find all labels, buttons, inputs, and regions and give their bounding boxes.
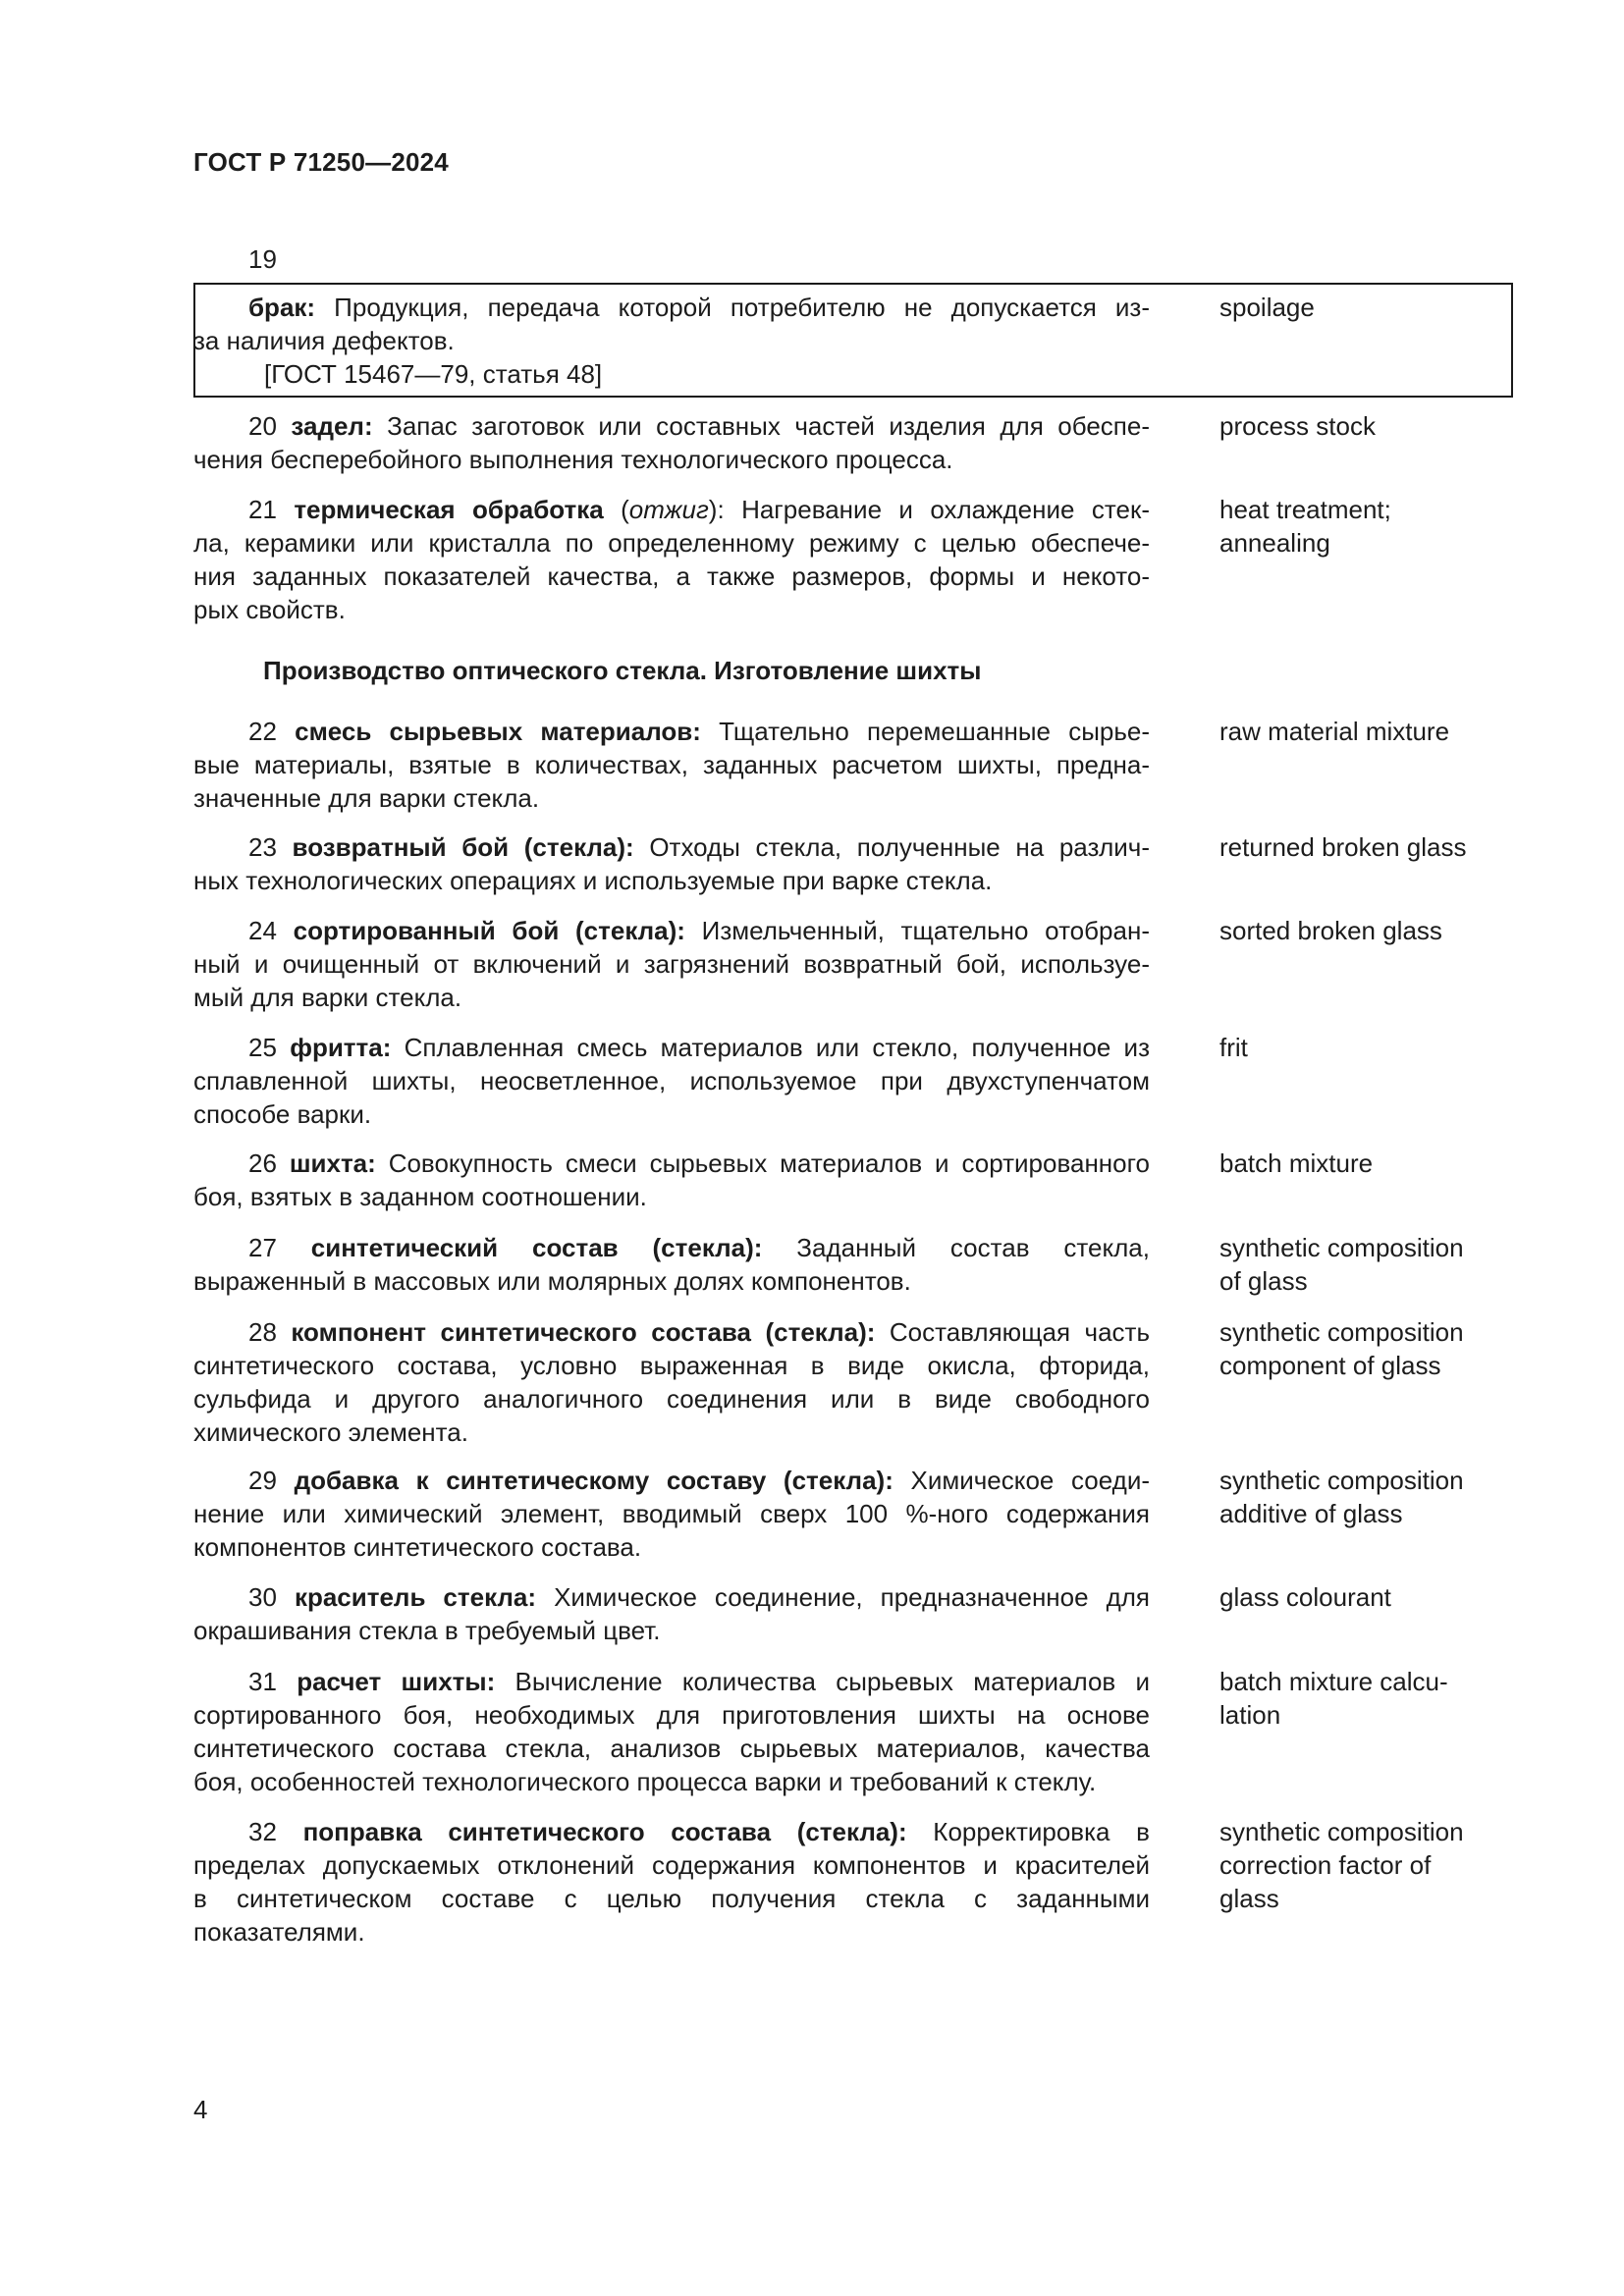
term-entry: 21 термическая обработка (отжиг): Нагревание и охлаждение стек- ла, керамики или кристалла по определенному режиму с целью обеспече- ния заданных показателей качества, а также размеров, формы и некото- рых свойств. <box>193 495 1150 624</box>
term-entry: 24 сортированный бой (стекла): Измельченный, тщательно отобран- ный и очищенный от включений и загрязнений возвратный бой, используе- мый для варки стекла. <box>193 916 1150 1012</box>
term-english: raw material mixture <box>1219 717 1450 746</box>
term-english: process stock <box>1219 411 1376 441</box>
term-number-19: 19 <box>248 244 277 274</box>
term-entry: 23 возвратный бой (стекла): Отходы стекла, полученные на различ- ных технологических операциях и используемые при варке стекла. <box>193 832 1150 895</box>
term-entry: 28 компонент синтетического состава (стекла): Составляющая часть синтетического состава, условно выраженная в виде окисла, фторида, сульфида и другого аналогичного соединения или в виде свободного химического элемента. <box>193 1317 1150 1447</box>
boxed-term-definition: брак: Продукция, передача которой потребителю не допускается из- за наличия дефектов. [ГОСТ 15467—79, статья 48] <box>193 293 1150 389</box>
term-entry: 25 фритта: Сплавленная смесь материалов или стекло, полученное из сплавленной шихты, неосветленное, используемое при двухступенчатом способе варки. <box>193 1033 1150 1129</box>
reference: [ГОСТ 15467—79, статья 48] <box>264 359 603 389</box>
term-english: synthetic composition of glass <box>1219 1233 1464 1296</box>
term-english: frit <box>1219 1033 1248 1062</box>
term-entry: 32 поправка синтетического состава (стекла): Корректировка в пределах допускаемых отклонений содержания компонентов и красителей в синтетическом составе с целью получения стекла с заданными показателями. <box>193 1817 1150 1947</box>
term-english: synthetic composition additive of glass <box>1219 1466 1464 1528</box>
term-english: returned broken glass <box>1219 832 1467 862</box>
page-number: 4 <box>193 2095 208 2124</box>
boxed-term-english: spoilage <box>1219 293 1315 322</box>
term-entry: 29 добавка к синтетическому составу (стекла): Химическое соеди- нение или химический элемент, вводимый сверх 100 %-ного содержания компонентов синтетического состава. <box>193 1466 1150 1562</box>
term-entry: 27 синтетический состав (стекла): Заданный состав стекла, выраженный в массовых или молярных долях компонентов. <box>193 1233 1150 1296</box>
term-english: sorted broken glass <box>1219 916 1442 945</box>
term-english: synthetic composition correction factor of glass <box>1219 1817 1464 1913</box>
term-entry: 20 задел: Запас заготовок или составных частей изделия для обеспе- чения бесперебойного выполнения технологического процесса. <box>193 411 1150 474</box>
standard-header: ГОСТ Р 71250—2024 <box>193 147 449 177</box>
term-english: synthetic composition component of glass <box>1219 1317 1464 1380</box>
term-english: heat treatment; annealing <box>1219 495 1391 558</box>
term-entry: 22 смесь сырьевых материалов: Тщательно перемешанные сырье- вые материалы, взятые в количествах, заданных расчетом шихты, предна- значенные для варки стекла. <box>193 717 1150 813</box>
section-title: Производство оптического стекла. Изготовление шихты <box>263 656 982 685</box>
term-entry: 26 шихта: Совокупность смеси сырьевых материалов и сортированного боя, взятых в заданном соотношении. <box>193 1148 1150 1211</box>
term-name: брак: <box>248 293 316 322</box>
term-english: batch mixture <box>1219 1148 1374 1178</box>
term-english: glass colourant <box>1219 1582 1391 1612</box>
term-entry: 31 расчет шихты: Вычисление количества сырьевых материалов и сортированного боя, необходимых для приготовления шихты на основе синтетического состава стекла, анализов сырьевых материалов, качества боя, особенностей технологического процесса варки и требований к стеклу. <box>193 1667 1151 1796</box>
term-english: batch mixture calcu- lation <box>1219 1667 1448 1730</box>
term-entry: 30 краситель стекла: Химическое соединение, предназначенное для окрашивания стекла в требуемый цвет. <box>193 1582 1151 1645</box>
